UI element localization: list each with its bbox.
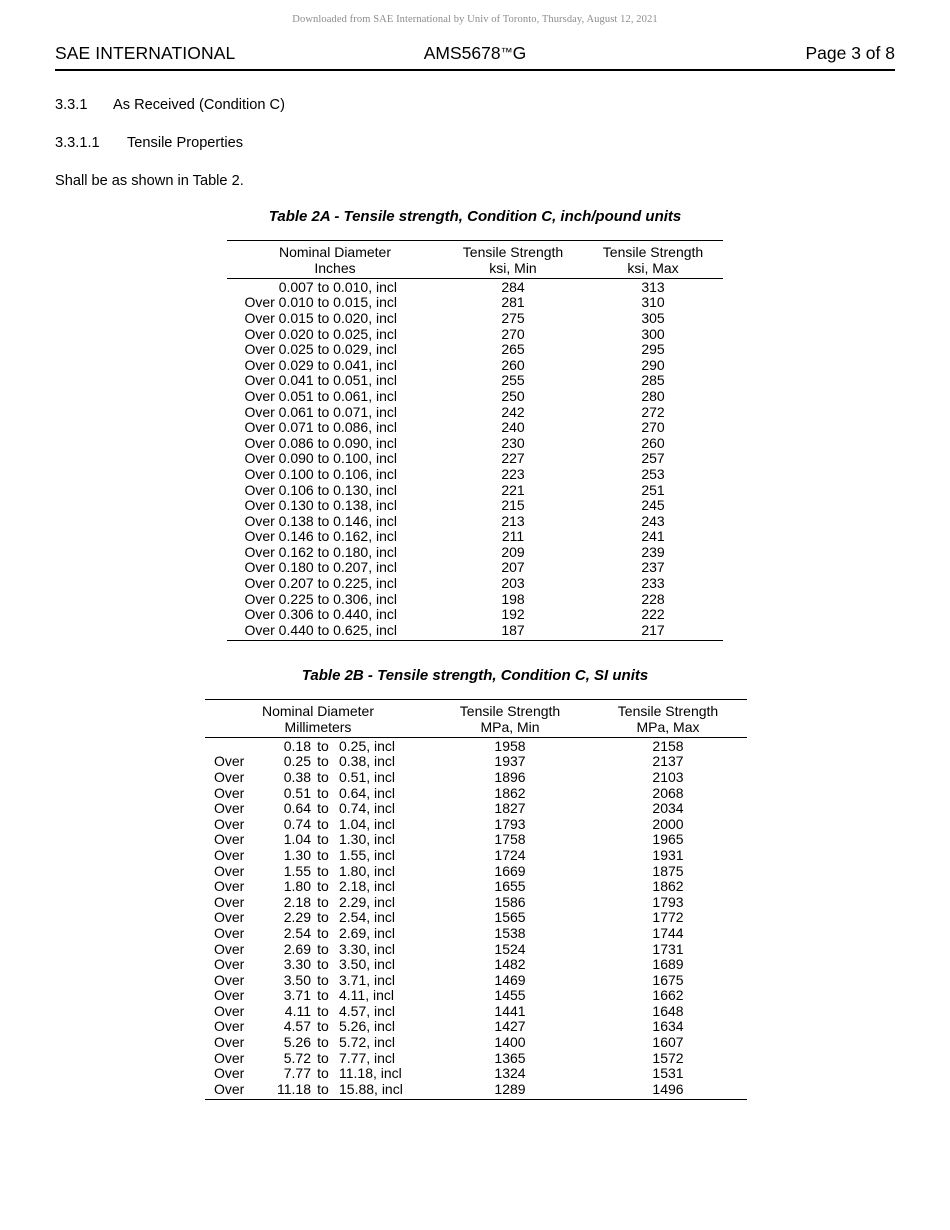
table-2a-cell-min: 221 [501, 481, 525, 498]
table-2b-cell-to: to [317, 815, 329, 832]
table-2b-row [205, 785, 747, 801]
body-paragraph-shall-be: Shall be as shown in Table 2. [55, 173, 244, 189]
table-2b-cell-high: 5.26, incl [339, 1018, 396, 1035]
table-2a-row [227, 295, 723, 311]
table-2a-cell-max: 290 [641, 356, 665, 373]
table-2a-cell-diameter: Over 0.029 to 0.041, incl [244, 356, 397, 373]
table-2b-cell-to: to [317, 846, 329, 863]
table-2b-cell-over: Over [214, 800, 245, 817]
table-2a-row [227, 310, 723, 326]
table-2b-cell-max: 2068 [652, 784, 684, 801]
table-2b-cell-high: 2.18, incl [339, 878, 396, 895]
table-2a-header-diameter [227, 241, 443, 279]
table-2b-cell-min: 1469 [494, 971, 526, 988]
table-2a-cell-diameter: Over 0.086 to 0.090, incl [244, 434, 397, 451]
table-2b-cell-over: Over [214, 956, 245, 973]
table-2b-cell-high: 2.69, incl [339, 924, 396, 941]
table-2a-row [227, 451, 723, 467]
table-2b-cell-max: 1689 [652, 956, 684, 973]
table-2b-cell-max: 1731 [652, 940, 684, 957]
table-2b-row [205, 754, 747, 770]
table-2a-header-diameter-line2: Inches [314, 260, 356, 276]
table-2b-cell-to: to [317, 909, 329, 926]
table-2a-cell-max: 257 [641, 450, 665, 467]
download-watermark: Downloaded from SAE International by Univ of Toronto, Thursday, August 12, 2021 [292, 14, 658, 25]
table-2b-cell-to: to [317, 878, 329, 895]
table-2b-cell-over: Over [214, 1002, 245, 1019]
table-2a-cell-diameter: Over 0.162 to 0.180, incl [244, 543, 397, 560]
section-heading-3-3-1 [55, 97, 285, 113]
table-2b-cell-max: 2034 [652, 800, 684, 817]
table-2b-cell-min: 1586 [494, 893, 526, 910]
table-2b-cell-high: 0.51, incl [339, 768, 396, 785]
table-2a-caption: Table 2A - Tensile strength, Condition C, inch/pound units [268, 208, 682, 225]
table-2a-cell-max: 260 [641, 434, 665, 451]
table-2b-row [205, 941, 747, 957]
table-2a-cell-min: 275 [501, 309, 525, 326]
table-2b-cell-min: 1793 [494, 815, 526, 832]
table-2a-cell-min: 284 [501, 278, 525, 295]
section-heading-3-3-1-1 [55, 135, 243, 151]
table-2a-cell-min: 230 [501, 434, 525, 451]
table-2a-cell-max: 313 [641, 278, 665, 295]
table-2b-cell-over: Over [214, 1049, 245, 1066]
table-2b-cell-over: Over [214, 909, 245, 926]
table-2b-cell-to: to [317, 940, 329, 957]
table-2b-cell-max: 1793 [652, 893, 684, 910]
table-2b-body [205, 738, 747, 1100]
table-2b-cell-min: 1896 [494, 768, 526, 785]
section-number-3-3-1: 3.3.1 [55, 97, 88, 113]
table-2a-row [227, 622, 723, 640]
table-2b-cell-min: 1441 [494, 1002, 526, 1019]
table-2a-row [227, 606, 723, 622]
table-2b-cell-low: 3.71 [283, 987, 311, 1004]
table-2a-header-diameter-line1: Nominal Diameter [278, 244, 392, 260]
table-2a-row [227, 388, 723, 404]
table-2b-header-diameter [205, 700, 431, 738]
table-2a-cell-max: 241 [641, 528, 665, 545]
table-2b-cell-max: 1607 [652, 1034, 684, 1051]
table-2a-cell-min: 281 [501, 294, 525, 311]
table-2b-cell-over: Over [214, 784, 245, 801]
table-2a-cell-diameter: Over 0.106 to 0.130, incl [244, 481, 397, 498]
table-2b-cell-low: 0.74 [283, 815, 311, 832]
table-2b-cell-max: 2000 [652, 815, 684, 832]
table-2b-cell-high: 2.54, incl [339, 909, 396, 926]
table-2b-cell-min: 1724 [494, 846, 526, 863]
table-2a-row [227, 575, 723, 591]
table-2a-cell-diameter: Over 0.051 to 0.061, incl [244, 387, 397, 404]
table-2b-header-min-line2: MPa, Min [480, 719, 540, 735]
table-2b-cell-min: 1324 [494, 1065, 526, 1082]
table-2b-cell-min: 1400 [494, 1034, 526, 1051]
table-2b-cell-to: to [317, 924, 329, 941]
table-2b-cell-max: 1531 [652, 1065, 684, 1082]
table-2a-cell-diameter: Over 0.100 to 0.106, incl [244, 465, 397, 482]
table-2a-cell-max: 228 [641, 590, 665, 607]
table-2b-row [205, 1003, 747, 1019]
table-2a-cell-diameter: 0.007 to 0.010, incl [278, 278, 397, 295]
table-2b-cell-high: 11.18, incl [339, 1065, 402, 1082]
table-2b-cell-min: 1958 [494, 737, 526, 754]
section-title-3-3-1: As Received (Condition C) [113, 97, 285, 113]
table-2b-cell-to: to [317, 862, 329, 879]
table-2b-cell-over: Over [214, 878, 245, 895]
table-2a-cell-min: 223 [501, 465, 525, 482]
table-2b-cell-max: 1744 [652, 924, 684, 941]
table-2b-cell-max: 1931 [652, 846, 684, 863]
table-2a-row [227, 357, 723, 373]
table-2b-cell-to: to [317, 1018, 329, 1035]
document-number [424, 43, 526, 64]
table-2a-cell-max: 272 [641, 403, 665, 420]
table-2b-cell-high: 15.88, incl [335, 1081, 431, 1099]
table-2b-cell-to: to [317, 1049, 329, 1066]
table-2b-cell-min: 1565 [494, 909, 526, 926]
table-2b-cell-high: 1.04, incl [339, 815, 396, 832]
table-2b-cell-max: 1875 [652, 862, 684, 879]
table-2a-row [227, 513, 723, 529]
table-2b-cell-max: 1965 [652, 831, 684, 848]
table-2b-cell-low: 0.25 [283, 753, 311, 770]
table-2a-cell-diameter: Over 0.146 to 0.162, incl [244, 528, 397, 545]
table-2b-cell-min: 1289 [431, 1081, 589, 1099]
table-2a-row [227, 544, 723, 560]
table-2b-header-max [589, 700, 747, 738]
table-2a-cell-min: 187 [443, 622, 583, 640]
table-2b-cell-low: 7.77 [283, 1065, 311, 1082]
table-2b-row [205, 769, 747, 785]
table-2a-cell-diameter: Over 0.130 to 0.138, incl [244, 497, 397, 514]
table-2b-cell-over: Over [214, 1018, 245, 1035]
table-2a-cell-diameter: Over 0.025 to 0.029, incl [244, 341, 397, 358]
table-2b-cell-over: Over [214, 831, 245, 848]
table-2b-cell-over: Over [214, 815, 245, 832]
table-2b-cell-min: 1937 [494, 753, 526, 770]
table-2a-cell-max: 233 [641, 575, 665, 592]
table-2a-cell-min: 215 [501, 497, 525, 514]
table-2b-cell-max: 1634 [652, 1018, 684, 1035]
table-2a-cell-max: 270 [641, 419, 665, 436]
table-2b-cell-high: 0.25, incl [339, 737, 396, 754]
table-2b-row [205, 800, 747, 816]
table-2b-cell-low: 1.30 [283, 846, 311, 863]
table-2a-cell-max: 280 [641, 387, 665, 404]
table-2b-row [205, 832, 747, 848]
table-2a-cell-diameter: Over 0.306 to 0.440, incl [244, 606, 397, 623]
table-2b-cell-over: Over [214, 768, 245, 785]
table-2a-row [227, 497, 723, 513]
table-2a [227, 240, 723, 641]
table-2b-cell-low: 3.30 [283, 956, 311, 973]
table-2b-cell-low: 2.54 [283, 924, 311, 941]
table-2b-cell-to: to [317, 768, 329, 785]
table-2b-cell-to: to [317, 987, 329, 1004]
table-2b-cell-min: 1827 [494, 800, 526, 817]
table-2b-cell-min: 1862 [494, 784, 526, 801]
table-2a-cell-diameter: Over 0.015 to 0.020, incl [244, 309, 397, 326]
table-2b-cell-high: 4.11, incl [339, 987, 394, 1004]
table-2b-cell-min: 1655 [494, 878, 526, 895]
table-2a-cell-min: 265 [501, 341, 525, 358]
section-number-3-3-1-1: 3.3.1.1 [55, 135, 100, 151]
table-2a-cell-max: 251 [641, 481, 665, 498]
table-2b-cell-low: 1.55 [283, 862, 311, 879]
table-2b-cell-over: Over [205, 1081, 255, 1099]
table-2b-cell-to: to [317, 831, 329, 848]
table-2a-header-max [583, 241, 723, 279]
table-2b-row [205, 863, 747, 879]
table-2b-row [205, 910, 747, 926]
table-2a-cell-min: 227 [501, 450, 525, 467]
table-2a-row [227, 326, 723, 342]
table-2a-cell-min: 242 [501, 403, 525, 420]
table-2b-cell-low: 11.18 [255, 1081, 311, 1099]
table-2b-cell-max: 1496 [589, 1081, 747, 1099]
table-2b-cell-high: 3.71, incl [339, 971, 396, 988]
table-2b-cell-over: Over [214, 987, 245, 1004]
table-2b-cell-over: Over [214, 940, 245, 957]
table-2b-cell-low: 0.51 [283, 784, 311, 801]
table-2b [205, 699, 747, 1100]
table-2a-cell-min: 213 [501, 512, 525, 529]
table-2a-cell-diameter: Over 0.138 to 0.146, incl [244, 512, 397, 529]
table-2a-cell-max: 243 [641, 512, 665, 529]
table-2b-cell-to: to [317, 1002, 329, 1019]
table-2a-row [227, 419, 723, 435]
table-2b-cell-over [205, 738, 255, 754]
table-2a-header-min [443, 241, 583, 279]
table-2b-cell-low: 0.18 [283, 737, 311, 754]
table-2a-cell-min: 207 [501, 559, 525, 576]
table-2b-cell-low: 4.57 [283, 1018, 311, 1035]
table-2b-cell-max: 2137 [652, 753, 684, 770]
table-2b-row [205, 988, 747, 1004]
table-2a-cell-diameter: Over 0.041 to 0.051, incl [244, 372, 397, 389]
table-2b-caption: Table 2B - Tensile strength, Condition C, SI units [301, 667, 649, 684]
table-2b-cell-to: to [317, 784, 329, 801]
table-2a-cell-max: 300 [641, 325, 665, 342]
table-2b-cell-over: Over [214, 924, 245, 941]
table-2a-cell-diameter: Over 0.061 to 0.071, incl [244, 403, 397, 420]
table-2b-row [205, 894, 747, 910]
table-2a-cell-diameter: Over 0.180 to 0.207, incl [244, 559, 397, 576]
table-2b-cell-min: 1669 [494, 862, 526, 879]
table-2a-row [227, 466, 723, 482]
table-2b-cell-low: 2.69 [283, 940, 311, 957]
table-2b-header-max-line2: MPa, Max [636, 719, 700, 735]
table-2a-cell-max: 245 [641, 497, 665, 514]
table-2b-row [205, 972, 747, 988]
table-2a-cell-min: 211 [501, 528, 525, 545]
table-2a-cell-min: 270 [501, 325, 525, 342]
table-2a-cell-diameter: Over 0.207 to 0.225, incl [244, 575, 397, 592]
table-2b-cell-to: to [317, 737, 329, 754]
table-2b-cell-min: 1455 [494, 987, 526, 1004]
table-2a-cell-max: 295 [641, 341, 665, 358]
table-2b-cell-to: to [317, 800, 329, 817]
table-2a-cell-min: 198 [501, 590, 525, 607]
table-2b-cell-to: to [317, 971, 329, 988]
table-2b-cell-over: Over [214, 846, 245, 863]
table-2b-cell-high: 7.77, incl [339, 1049, 396, 1066]
table-2a-row [227, 435, 723, 451]
table-2a-header-min-line1: Tensile Strength [462, 244, 564, 260]
table-2b-cell-high: 3.30, incl [339, 940, 396, 957]
table-2a-row [227, 482, 723, 498]
table-2b-cell-high: 4.57, incl [339, 1002, 396, 1019]
table-2a-row [227, 404, 723, 420]
table-2b-row [205, 1081, 747, 1099]
table-2b-cell-over: Over [214, 753, 245, 770]
table-2a-row [227, 560, 723, 576]
table-2a-row [227, 341, 723, 357]
table-2a-cell-diameter: Over 0.225 to 0.306, incl [244, 590, 397, 607]
table-2b-cell-min: 1758 [494, 831, 526, 848]
trademark-icon: ™ [500, 45, 513, 59]
table-2b-cell-low: 2.18 [283, 893, 311, 910]
table-2b-cell-low: 5.72 [283, 1049, 311, 1066]
table-2b-cell-low: 2.29 [283, 909, 311, 926]
table-2b-cell-min: 1524 [494, 940, 526, 957]
table-2a-row [227, 591, 723, 607]
table-2b-cell-to: to [317, 893, 329, 910]
table-2b-row [205, 925, 747, 941]
table-2a-cell-diameter: Over 0.020 to 0.025, incl [244, 325, 397, 342]
table-2b-cell-max: 1675 [652, 971, 684, 988]
table-2b-cell-min: 1482 [494, 956, 526, 973]
table-2b-cell-to: to [317, 1034, 329, 1051]
table-2b-cell-high: 3.50, incl [339, 956, 396, 973]
document-number-text: AMS5678 [423, 43, 501, 63]
table-2a-cell-max: 305 [641, 309, 665, 326]
table-2b-row [205, 1019, 747, 1035]
table-2b-row [205, 1034, 747, 1050]
table-2a-cell-diameter: Over 0.071 to 0.086, incl [244, 419, 397, 436]
table-2b-cell-max: 1662 [652, 987, 684, 1004]
table-2b-cell-to: to [311, 1081, 335, 1099]
running-head [55, 43, 895, 71]
table-2b-cell-low: 5.26 [283, 1034, 311, 1051]
table-2a-cell-min: 192 [501, 606, 525, 623]
table-2b-cell-high: 5.72, incl [339, 1034, 396, 1051]
table-2b-row [205, 1065, 747, 1081]
table-2b-cell-over: Over [214, 1065, 245, 1082]
table-2a-row [227, 373, 723, 389]
table-2b-header-diameter-line2: Millimeters [284, 719, 352, 735]
table-2b-cell-over: Over [214, 893, 245, 910]
table-2b-cell-high: 0.74, incl [339, 800, 396, 817]
table-2b-cell-low: 1.04 [283, 831, 311, 848]
table-2b-header-diameter-line1: Nominal Diameter [261, 703, 375, 719]
table-2b-cell-high: 1.55, incl [339, 846, 396, 863]
table-2b-cell-max: 2158 [652, 737, 684, 754]
table-2b-cell-low: 0.64 [283, 800, 311, 817]
table-2a-cell-diameter: Over 0.440 to 0.625, incl [227, 622, 443, 640]
document-revision: G [512, 43, 527, 63]
table-2b-cell-over: Over [214, 1034, 245, 1051]
table-2a-cell-max: 310 [641, 294, 665, 311]
table-2a-header-max-line2: ksi, Max [627, 260, 679, 276]
table-2b-cell-max: 1862 [652, 878, 684, 895]
table-2b-cell-low: 0.38 [283, 768, 311, 785]
section-title-3-3-1-1: Tensile Properties [127, 135, 243, 151]
table-2a-cell-min: 203 [501, 575, 525, 592]
table-2b-row [205, 738, 747, 754]
table-2a-cell-diameter: Over 0.010 to 0.015, incl [244, 294, 397, 311]
table-2b-cell-over: Over [214, 971, 245, 988]
table-2b-cell-to: to [317, 1065, 329, 1082]
table-2b-cell-high: 2.29, incl [339, 893, 396, 910]
table-2b-cell-min: 1365 [494, 1049, 526, 1066]
table-2a-cell-min: 209 [501, 543, 525, 560]
table-2a-cell-max: 237 [641, 559, 665, 576]
table-2b-cell-min: 1538 [494, 924, 526, 941]
table-2a-cell-max: 222 [641, 606, 665, 623]
table-2b-cell-to: to [317, 956, 329, 973]
table-2b-cell-high: 0.38, incl [339, 753, 396, 770]
table-2b-header-min-line1: Tensile Strength [459, 703, 561, 719]
table-2b-cell-to: to [317, 753, 329, 770]
table-2a-cell-min: 250 [501, 387, 525, 404]
table-2b-cell-max: 1648 [652, 1002, 684, 1019]
table-2b-cell-over: Over [214, 862, 245, 879]
table-2a-row [227, 279, 723, 295]
table-2b-header-max-line1: Tensile Strength [617, 703, 719, 719]
table-2b-cell-max: 1572 [652, 1049, 684, 1066]
table-2b-cell-max: 1772 [652, 909, 684, 926]
table-2b-cell-min: 1427 [494, 1018, 526, 1035]
table-2b-row [205, 1050, 747, 1066]
table-2a-cell-max: 217 [583, 622, 723, 640]
table-2b-cell-low: 3.50 [283, 971, 311, 988]
table-2b-header-min [431, 700, 589, 738]
table-2b-cell-high: 0.64, incl [339, 784, 396, 801]
table-2a-cell-min: 260 [501, 356, 525, 373]
table-2b-cell-high: 1.30, incl [339, 831, 396, 848]
organization-name: SAE INTERNATIONAL [55, 43, 236, 63]
table-2a-header-min-line2: ksi, Min [489, 260, 537, 276]
table-2b-cell-high: 1.80, incl [339, 862, 396, 879]
table-2a-body [227, 279, 723, 641]
page-number: Page 3 of 8 [805, 43, 895, 63]
table-2b-cell-low: 1.80 [283, 878, 311, 895]
table-2a-cell-diameter: Over 0.090 to 0.100, incl [244, 450, 397, 467]
table-2a-cell-min: 255 [501, 372, 525, 389]
table-2a-cell-max: 285 [641, 372, 665, 389]
table-2b-row [205, 816, 747, 832]
table-2a-cell-max: 239 [641, 543, 665, 560]
table-2b-row [205, 956, 747, 972]
table-2a-cell-min: 240 [501, 419, 525, 436]
table-2b-row [205, 847, 747, 863]
table-2a-row [227, 529, 723, 545]
table-2a-header-max-line1: Tensile Strength [602, 244, 704, 260]
table-2b-row [205, 878, 747, 894]
table-2b-cell-max: 2103 [652, 768, 684, 785]
table-2a-cell-max: 253 [641, 465, 665, 482]
table-2b-cell-low: 4.11 [284, 1002, 311, 1019]
